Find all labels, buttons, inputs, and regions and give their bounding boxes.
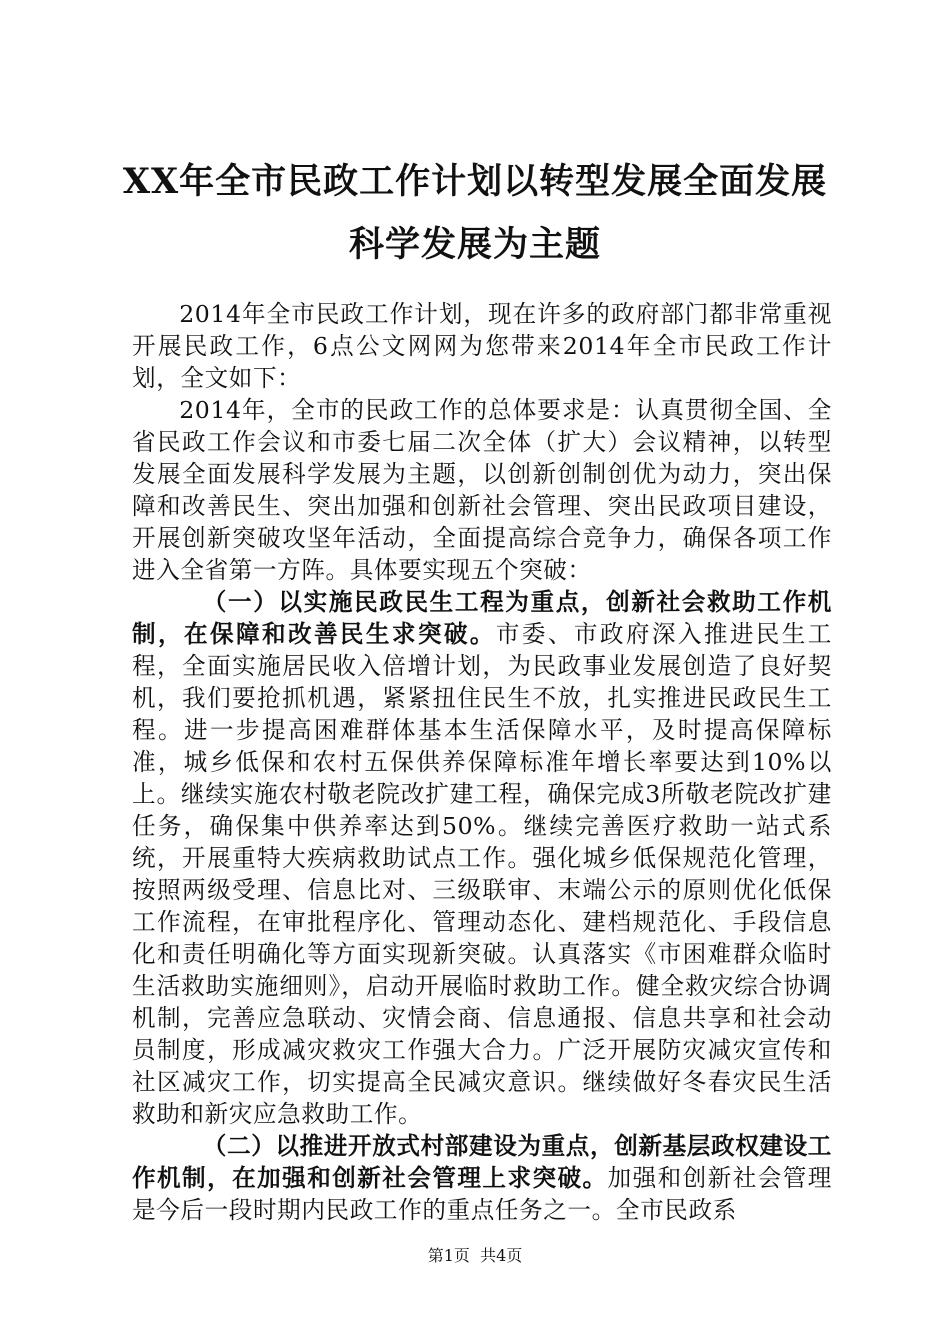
section-2-heading: （二）以推进开放式村部建设为重点，创新基层政权建设工作机制，在加强和创新社会管理上求突破。: [132, 1132, 832, 1192]
document-title-line-1: XX年全市民政工作计划以转型发展全面发展: [122, 161, 828, 202]
document-title-line-2: 科学发展为主题: [348, 224, 601, 265]
paragraph-text: 2014年全市民政工作计划，现在许多的政府部门都非常重视开展民政工作，6点公文网网为您带来2014年全市民政工作计划，全文如下：: [132, 300, 832, 392]
paragraph-section-1: [132, 586, 832, 1130]
document-body: [132, 298, 832, 1226]
paragraph-overall-requirements: [132, 394, 832, 586]
paragraph-text: 加强和创新社会管理是今后一段时期内民政工作的重点任务之一。全市民政系: [132, 1164, 832, 1224]
paragraph-intro: [132, 298, 832, 394]
paragraph-text: 2014年，全市的民政工作的总体要求是：认真贯彻全国、全省民政工作会议和市委七届二次全体（扩大）会议精神，以转型发展全面发展科学发展为主题，以创新创制创优为动力，突出保障和改善民生、突出加强和创新社会管理、突出民政项目建设，开展创新突破攻坚年活动，全面提高综合竞争力，确保各项工作进入全省第一方阵。具体要实现五个突破：: [132, 396, 832, 584]
page-number-footer: 第1页 共4页: [427, 1246, 523, 1265]
paragraph-section-2: [132, 1130, 832, 1226]
paragraph-text: 市委、市政府深入推进民生工程，全面实施居民收入倍增计划，为民政事业发展创造了良好契机，我们要抢抓机遇，紧紧扭住民生不放，扎实推进民政民生工程。进一步提高困难群体基本生活保障水平，及时提高保障标准，城乡低保和农村五保供养保障标准年增长率要达到10%以上。继续实施农村敬老院改扩建工程，确保完成3所敬老院改扩建任务，确保集中供养率达到50%。继续完善医疗救助一站式系统，开展重特大疾病救助试点工作。强化城乡低保规范化管理，按照两级受理、信息比对、三级联审、末端公示的原则优化低保工作流程，在审批程序化、管理动态化、建档规范化、手段信息化和责任明确化等方面实现新突破。认真落实《市困难群众临时生活救助实施细则》，启动开展临时救助工作。健全救灾综合协调机制，完善应急联动、灾情会商、信息通报、信息共享和社会动员制度，形成减灾救灾工作强大合力。广泛开展防灾减灾宣传和社区减灾工作，切实提高全民减灾意识。继续做好冬春灾民生活救助和新灾应急救助工作。: [132, 620, 832, 1128]
section-1-heading: （一）以实施民政民生工程为重点，创新社会救助工作机制，在保障和改善民生求突破。: [132, 588, 832, 648]
